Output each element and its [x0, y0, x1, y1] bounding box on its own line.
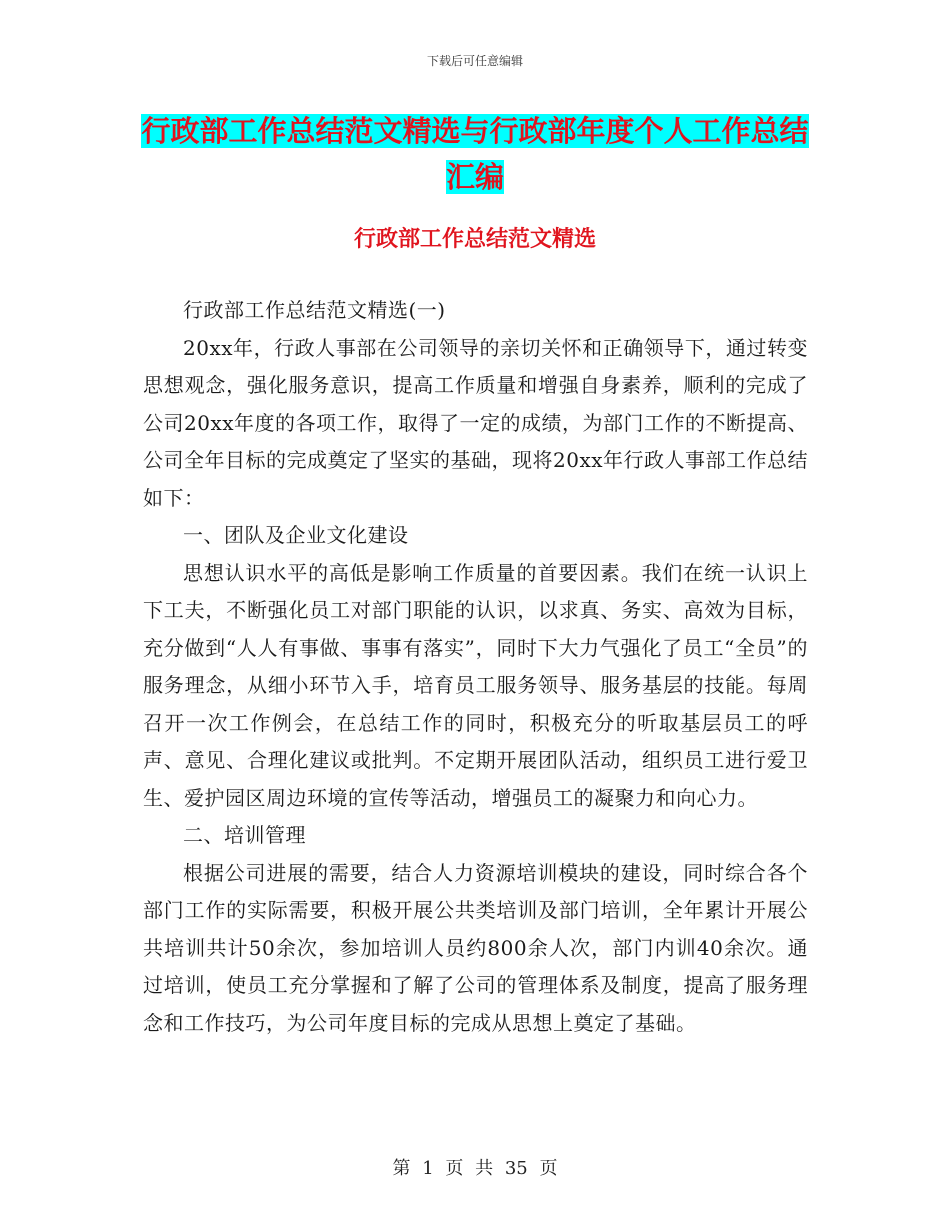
- document-title: [140, 108, 810, 200]
- page-footer: 第 1 页 共 35 页: [392, 1158, 558, 1179]
- document-title-text: 行政部工作总结范文精选与行政部年度个人工作总结汇编: [141, 114, 809, 194]
- paragraph-subtitle: 行政部工作总结范文精选(一): [183, 298, 446, 322]
- paragraph-intro: 20xx年，行政人事部在公司领导的亲切关怀和正确领导下，通过转变思想观念，强化服务意识，提高工作质量和增强自身素养，顺利的完成了公司20xx年度的各项工作，取得了一定的成绩，为部门工作的不断提高、公司全年目标的完成奠定了坚实的基础，现将20xx年行政人事部工作总结如下：: [143, 335, 809, 510]
- paragraph-team-culture: 思想认识水平的高低是影响工作质量的首要因素。我们在统一认识上下工夫，不断强化员工对部门职能的认识，以求真、务实、高效为目标，充分做到“人人有事做、事事有落实”，同时下大力气强化了员工“全员”的服务理念，从细小环节入手，培育员工服务领导、服务基层的技能。每周召开一次工作例会，在总结工作的同时，积极充分的听取基层员工的呼声、意见、合理化建议或批判。不定期开展团队活动，组织员工进行爱卫生、爱护园区周边环境的宣传等活动，增强员工的凝聚力和向心力。: [143, 560, 808, 810]
- heading-team-culture: 一、团队及企业文化建设: [183, 523, 409, 547]
- section-title: 行政部工作总结范文精选: [353, 227, 596, 252]
- paragraph-training: 根据公司进展的需要，结合人力资源培训模块的建设，同时综合各个部门工作的实际需要，积极开展公共类培训及部门培训，全年累计开展公共培训共计50余次，参加培训人员约800余人次，部门内训40余次。通过培训，使员工充分掌握和了解了公司的管理体系及制度，提高了服务理念和工作技巧，为公司年度目标的完成从思想上奠定了基础。: [143, 860, 808, 1035]
- page-header: 下载后可任意编辑: [426, 54, 523, 68]
- body-content: [143, 292, 808, 1042]
- heading-training: 二、培训管理: [183, 823, 306, 847]
